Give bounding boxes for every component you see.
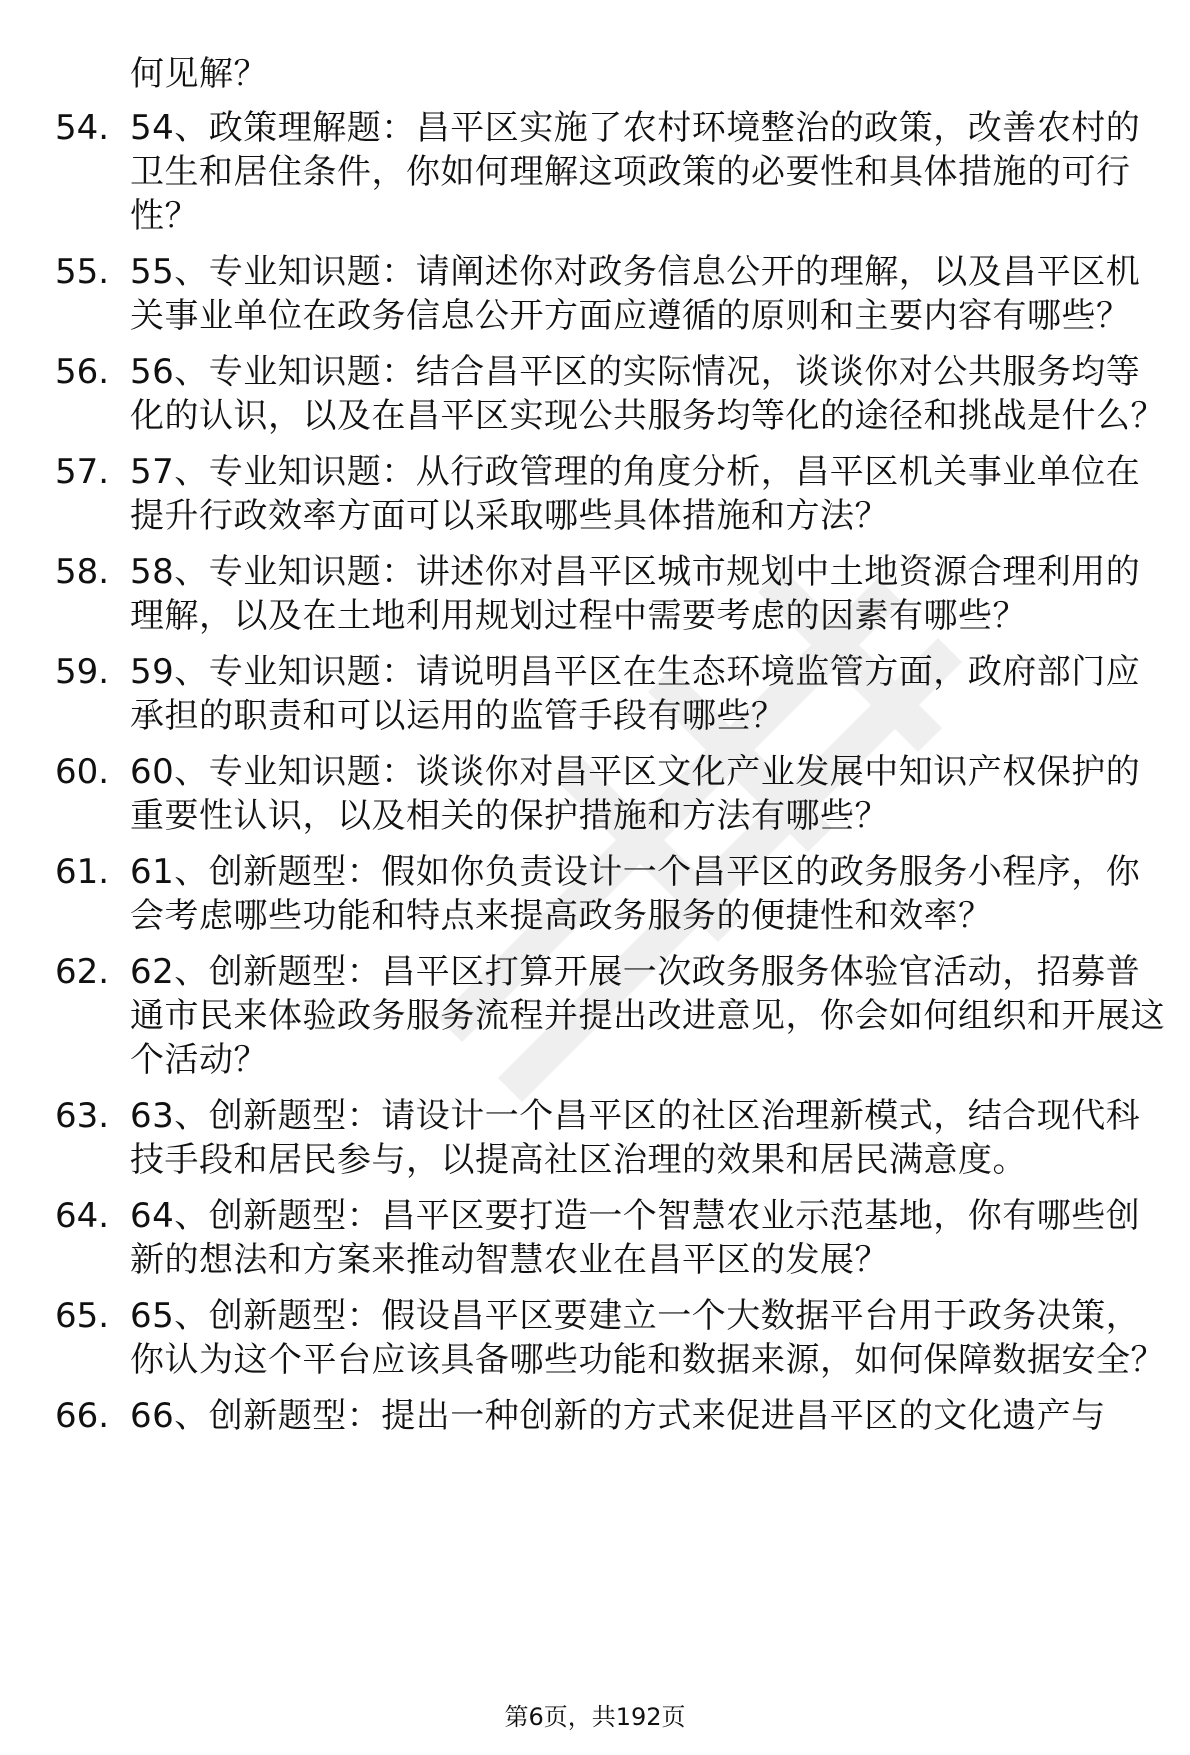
question-number: 55.	[55, 252, 110, 292]
question-number: 58.	[55, 552, 110, 592]
list-item	[55, 1394, 1165, 1438]
question-number: 64.	[55, 1196, 110, 1236]
question-number: 56.	[55, 352, 110, 392]
question-text: 59、专业知识题：请说明昌平区在生态环境监管方面，政府部门应承担的职责和可以运用的监管手段有哪些？	[130, 652, 1141, 736]
question-text: 61、创新题型：假如你负责设计一个昌平区的政务服务小程序，你会考虑哪些功能和特点来提高政务服务的便捷性和效率？	[130, 852, 1141, 936]
list-item	[55, 106, 1165, 238]
list-item	[55, 950, 1165, 1082]
question-text: 55、专业知识题：请阐述你对政务信息公开的理解，以及昌平区机关事业单位在政务信息公开方面应遵循的原则和主要内容有哪些？	[130, 252, 1141, 336]
question-number: 60.	[55, 752, 110, 792]
list-item	[55, 450, 1165, 538]
question-number: 61.	[55, 852, 110, 892]
question-text: 58、专业知识题：讲述你对昌平区城市规划中土地资源合理利用的理解，以及在土地利用规划过程中需要考虑的因素有哪些？	[130, 552, 1141, 636]
question-text: 65、创新题型：假设昌平区要建立一个大数据平台用于政务决策，你认为这个平台应该具备哪些功能和数据来源，如何保障数据安全？	[130, 1296, 1165, 1380]
page-number-label: 第6页，共192页	[504, 1703, 686, 1731]
question-number: 66.	[55, 1396, 110, 1436]
list-item	[55, 1194, 1165, 1282]
question-text: 57、专业知识题：从行政管理的角度分析，昌平区机关事业单位在提升行政效率方面可以采取哪些具体措施和方法？	[130, 452, 1141, 536]
list-item	[55, 250, 1165, 338]
question-text: 66、创新题型：提出一种创新的方式来促进昌平区的文化遗产与	[130, 1396, 1106, 1436]
question-number: 59.	[55, 652, 110, 692]
document-body	[55, 52, 1165, 1450]
question-number: 63.	[55, 1096, 110, 1136]
page-footer	[0, 1702, 1190, 1732]
question-number: 54.	[55, 108, 110, 148]
list-item	[55, 550, 1165, 638]
list-item	[55, 1094, 1165, 1182]
question-number: 65.	[55, 1296, 110, 1336]
question-number: 57.	[55, 452, 110, 492]
question-text: 56、专业知识题：结合昌平区的实际情况，谈谈你对公共服务均等化的认识，以及在昌平区实现公共服务均等化的途径和挑战是什么？	[130, 352, 1165, 436]
list-item	[55, 750, 1165, 838]
question-number: 62.	[55, 952, 110, 992]
list-item	[55, 850, 1165, 938]
list-item	[55, 350, 1165, 438]
question-text: 63、创新题型：请设计一个昌平区的社区治理新模式，结合现代科技手段和居民参与，以提高社区治理的效果和居民满意度。	[130, 1096, 1141, 1180]
carry-over-text: 何见解？	[130, 54, 268, 94]
list-item	[55, 650, 1165, 738]
question-text: 60、专业知识题：谈谈你对昌平区文化产业发展中知识产权保护的重要性认识，以及相关的保护措施和方法有哪些？	[130, 752, 1141, 836]
question-text: 64、创新题型：昌平区要打造一个智慧农业示范基地，你有哪些创新的想法和方案来推动智慧农业在昌平区的发展？	[130, 1196, 1141, 1280]
question-text: 62、创新题型：昌平区打算开展一次政务服务体验官活动，招募普通市民来体验政务服务流程并提出改进意见，你会如何组织和开展这个活动？	[130, 952, 1165, 1080]
question-list	[55, 106, 1165, 1438]
list-item	[55, 1294, 1165, 1382]
question-text: 54、政策理解题：昌平区实施了农村环境整治的政策，改善农村的卫生和居住条件，你如何理解这项政策的必要性和具体措施的可行性？	[130, 108, 1141, 236]
